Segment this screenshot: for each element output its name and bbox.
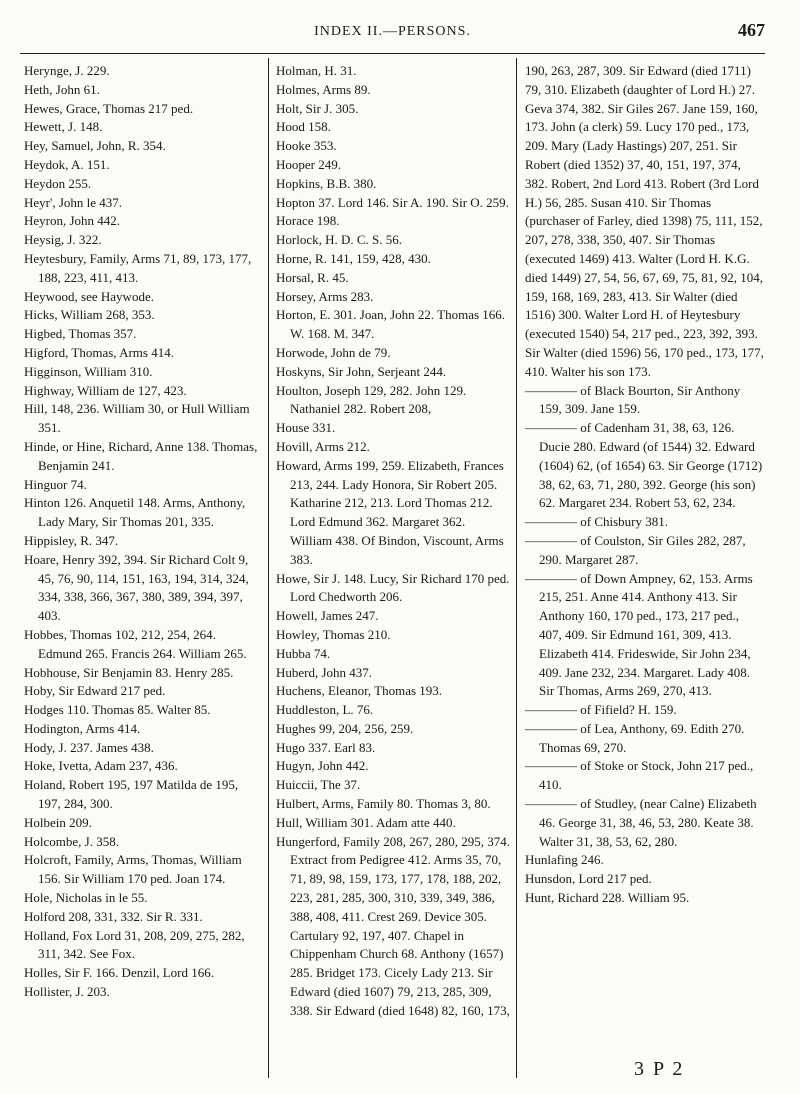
index-entry: Houlton, Joseph 129, 282. John 129. Nathaniel 282. Robert 208, bbox=[276, 382, 467, 417]
index-entry: Howell, James 247. bbox=[276, 608, 379, 624]
index-entry: Holmes, Arms 89. bbox=[276, 81, 371, 97]
index-entry: Horsey, Arms 283. bbox=[276, 288, 374, 304]
index-column-2 bbox=[276, 62, 510, 1021]
index-entry: Holman, H. 31. bbox=[276, 63, 357, 78]
index-entry: Hinguor 74. bbox=[24, 476, 87, 492]
index-column-1 bbox=[24, 62, 262, 1002]
index-entry: Hody, J. 237. James 438. bbox=[24, 739, 154, 755]
index-entry: Hole, Nicholas in le 55. bbox=[24, 890, 148, 906]
index-entry: Horton, E. 301. Joan, John 22. Thomas 166. W. 168. M. 347. bbox=[276, 307, 506, 342]
index-entry: Howe, Sir J. 148. Lucy, Sir Richard 170 ped. Lord Chedworth 206. bbox=[276, 570, 510, 605]
index-entry: Hinton 126. Anquetil 148. Arms, Anthony, Lady Mary, Sir Thomas 201, 335. bbox=[24, 495, 246, 530]
index-entry: Huberd, John 437. bbox=[276, 664, 373, 680]
index-entry: Horne, R. 141, 159, 428, 430. bbox=[276, 250, 431, 266]
index-entry: Holcombe, J. 358. bbox=[24, 833, 119, 849]
index-entry: Hugyn, John 442. bbox=[276, 758, 369, 774]
index-entry: ———— of Down Ampney, 62, 153. Arms 215, 251. Anne 414. Anthony 413. Sir Anthony 160, 170 ped., 173, 217 ped., 407, 409. Sir Edmund 161, 309, 413. Elizabeth 414. Frideswide, Sir John 234, 409. Jane 232, 234. Margaret. Lady 408. Sir Thomas, Arms 269, 270, 413. bbox=[525, 570, 753, 699]
index-entry: Hugo 337. Earl 83. bbox=[276, 739, 376, 755]
index-entry: Holt, Sir J. 305. bbox=[276, 100, 359, 116]
index-entry: Holcroft, Family, Arms, Thomas, William 156. Sir William 170 ped. Joan 174. bbox=[24, 852, 242, 887]
index-entry: Huiccii, The 37. bbox=[276, 777, 361, 793]
index-entry: ———— of Coulston, Sir Giles 282, 287, 290. Margaret 287. bbox=[525, 532, 746, 567]
index-entry: Hollister, J. 203. bbox=[24, 984, 110, 1000]
index-entry: Holland, Fox Lord 31, 208, 209, 275, 282, 311, 342. See Fox. bbox=[24, 927, 245, 962]
index-entry: Hey, Samuel, John, R. 354. bbox=[24, 138, 166, 154]
index-entry: Hooper 249. bbox=[276, 156, 341, 172]
index-entry: ———— of Stoke or Stock, John 217 ped., 410. bbox=[525, 758, 754, 793]
index-entry: Highway, William de 127, 423. bbox=[24, 382, 187, 398]
column-divider-1 bbox=[268, 58, 269, 1078]
index-entry: Heyr', John le 437. bbox=[24, 194, 123, 210]
index-entry: Heywood, see Haywode. bbox=[24, 288, 154, 304]
index-entry: Holand, Robert 195, 197 Matilda de 195, 197, 284, 300. bbox=[24, 777, 239, 812]
index-entry: Hunt, Richard 228. William 95. bbox=[525, 890, 690, 906]
index-entry: ———— of Black Bourton, Sir Anthony 159, 309. Jane 159. bbox=[525, 382, 741, 417]
index-entry: ———— of Lea, Anthony, 69. Edith 270. Thomas 69, 270. bbox=[525, 720, 745, 755]
index-entry: Hoby, Sir Edward 217 ped. bbox=[24, 683, 166, 699]
index-entry: Hicks, William 268, 353. bbox=[24, 307, 155, 323]
index-entry: Hunsdon, Lord 217 ped. bbox=[525, 871, 652, 887]
index-entry: Hopkins, B.B. 380. bbox=[276, 175, 377, 191]
index-entry: Hughes 99, 204, 256, 259. bbox=[276, 720, 414, 736]
index-entry: Hulbert, Arms, Family 80. Thomas 3, 80. bbox=[276, 796, 491, 812]
index-entry: Howley, Thomas 210. bbox=[276, 626, 391, 642]
index-entry: Hovill, Arms 212. bbox=[276, 438, 370, 454]
index-entry: Heydon 255. bbox=[24, 175, 92, 191]
index-entry: Horace 198. bbox=[276, 213, 340, 229]
page-header bbox=[20, 20, 765, 46]
index-entry: Heytesbury, Family, Arms 71, 89, 173, 177, 188, 223, 411, 413. bbox=[24, 250, 252, 285]
index-entry: Horlock, H. D. C. S. 56. bbox=[276, 232, 403, 248]
index-entry: Higginson, William 310. bbox=[24, 363, 153, 379]
index-entry: Hobhouse, Sir Benjamin 83. Henry 285. bbox=[24, 664, 234, 680]
index-entry: Hunlafing 246. bbox=[525, 852, 604, 868]
printer-signature: 3 P 2 bbox=[634, 1058, 685, 1080]
index-entry: ———— of Cadenham 31, 38, 63, 126. Ducie 280. Edward (of 1544) 32. Edward (1604) 62, (of 1654) 63. Sir George (1712) 38, 62, 63, 71, 280, 392. George (his son) 62. Margaret 234. Robert 53, 62, 234. bbox=[525, 420, 763, 511]
index-entry: Holbein 209. bbox=[24, 814, 92, 830]
index-entry: ———— of Chisbury 381. bbox=[525, 514, 668, 530]
index-entry: Hooke 353. bbox=[276, 138, 337, 154]
running-title: INDEX II.—PERSONS. bbox=[314, 24, 471, 39]
index-entry: Hinde, or Hine, Richard, Anne 138. Thomas, Benjamin 241. bbox=[24, 438, 258, 473]
index-entry: Hopton 37. Lord 146. Sir A. 190. Sir O. 259. bbox=[276, 194, 509, 210]
index-entry: House 331. bbox=[276, 420, 336, 436]
index-entry: Hodges 110. Thomas 85. Walter 85. bbox=[24, 702, 211, 718]
index-entry: Higford, Thomas, Arms 414. bbox=[24, 344, 174, 360]
header-rule bbox=[20, 53, 765, 54]
index-entry: Hungerford, Family 208, 267, 280, 295, 374. Extract from Pedigree 412. Arms 35, 70, 71, 89, 98, 159, 173, 177, 178, 188, 202, 223, 281, 285, 300, 310, 339, 349, 386, 388, 408, 411. Crest 269. Device 305. Cartulary 92, 197, 407. Chapel in Chippenham Church 68. Anthony (1657) 285. Bridget 173. Cicely Lady 213. Sir Edward (died 1607) 79, 213, 285, 309, 338. Sir Edward (died 1648) 82, 160, 173, bbox=[276, 833, 510, 1018]
index-entry: Hewett, J. 148. bbox=[24, 119, 103, 135]
index-entry: Hippisley, R. 347. bbox=[24, 532, 119, 548]
index-entry: Holles, Sir F. 166. Denzil, Lord 166. bbox=[24, 965, 214, 981]
index-entry: Huchens, Eleanor, Thomas 193. bbox=[276, 683, 443, 699]
index-entry: Hoke, Ivetta, Adam 237, 436. bbox=[24, 758, 178, 774]
index-entry: Horsal, R. 45. bbox=[276, 269, 349, 285]
index-entry: Heth, John 61. bbox=[24, 81, 100, 97]
index-entry: 190, 263, 287, 309. Sir Edward (died 1711) 79, 310. Elizabeth (daughter of Lord H.) 27. Geva 374, 382. Sir Giles 267. Jane 159, 160, 173. John (a clerk) 59. Lucy 170 ped., 173, 209. Mary (Lady Hastings) 207, 251. Sir Robert (died 1352) 37, 40, 151, 197, 374, 382. Robert, 2nd Lord 413. Robert (3rd Lord H.) 56, 285. Susan 410. Sir Thomas (purchaser of Farley, died 1398) 75, 111, 152, 207, 278, 338, 350, 407. Sir Thomas (executed 1469) 413. Walter (Lord H. K.G. died 1449) 27, 54, 56, 67, 69, 75, 81, 92, 104, 159, 168, 169, 283, 413. Sir Walter (died 1516) 300. Walter Lord H. of Heytesbury (executed 1540) 54, 217 ped., 223, 392, 393. Sir Walter (died 1596) 56, 170 ped., 173, 177, 410. Walter his son 173. bbox=[525, 63, 764, 379]
index-entry: Herynge, J. 229. bbox=[24, 63, 110, 78]
index-entry: Hull, William 301. Adam atte 440. bbox=[276, 814, 456, 830]
index-entry: ———— of Studley, (near Calne) Elizabeth 46. George 31, 38, 46, 53, 280. Keate 38. Walter 31, 38, 53, 62, 280. bbox=[525, 796, 757, 849]
index-entry: Hoare, Henry 392, 394. Sir Richard Colt 9, 45, 76, 90, 114, 151, 163, 194, 314, 324, 334, 338, 366, 367, 380, 389, 394, 397, 403. bbox=[24, 551, 249, 624]
index-entry: Huddleston, L. 76. bbox=[276, 702, 374, 718]
index-entry: Hoskyns, Sir John, Serjeant 244. bbox=[276, 363, 447, 379]
column-divider-2 bbox=[516, 58, 517, 1078]
page-number: 467 bbox=[738, 20, 765, 40]
index-entry: Heydok, A. 151. bbox=[24, 156, 110, 172]
index-entry: Hodington, Arms 414. bbox=[24, 720, 141, 736]
index-entry: Higbed, Thomas 357. bbox=[24, 326, 137, 342]
index-entry: Hubba 74. bbox=[276, 645, 331, 661]
index-entry: Hill, 148, 236. William 30, or Hull William 351. bbox=[24, 401, 250, 436]
index-entry: Heysig, J. 322. bbox=[24, 232, 102, 248]
index-entry: Hobbes, Thomas 102, 212, 254, 264. Edmund 265. Francis 264. William 265. bbox=[24, 626, 247, 661]
index-entry: Hood 158. bbox=[276, 119, 331, 135]
index-entry: ———— of Fifield? H. 159. bbox=[525, 702, 677, 718]
index-entry: Heyron, John 442. bbox=[24, 213, 121, 229]
index-entry: Howard, Arms 199, 259. Elizabeth, Frances 213, 244. Lady Honora, Sir Robert 205. Katharine 212, 213. Lord Thomas 212. Lord Edmund 362. Margaret 362. William 438. Of Bindon, Viscount, Arms 383. bbox=[276, 457, 504, 567]
index-column-3 bbox=[525, 62, 765, 908]
index-entry: Hewes, Grace, Thomas 217 ped. bbox=[24, 100, 194, 116]
index-entry: Holford 208, 331, 332. Sir R. 331. bbox=[24, 908, 203, 924]
index-entry: Horwode, John de 79. bbox=[276, 344, 391, 360]
